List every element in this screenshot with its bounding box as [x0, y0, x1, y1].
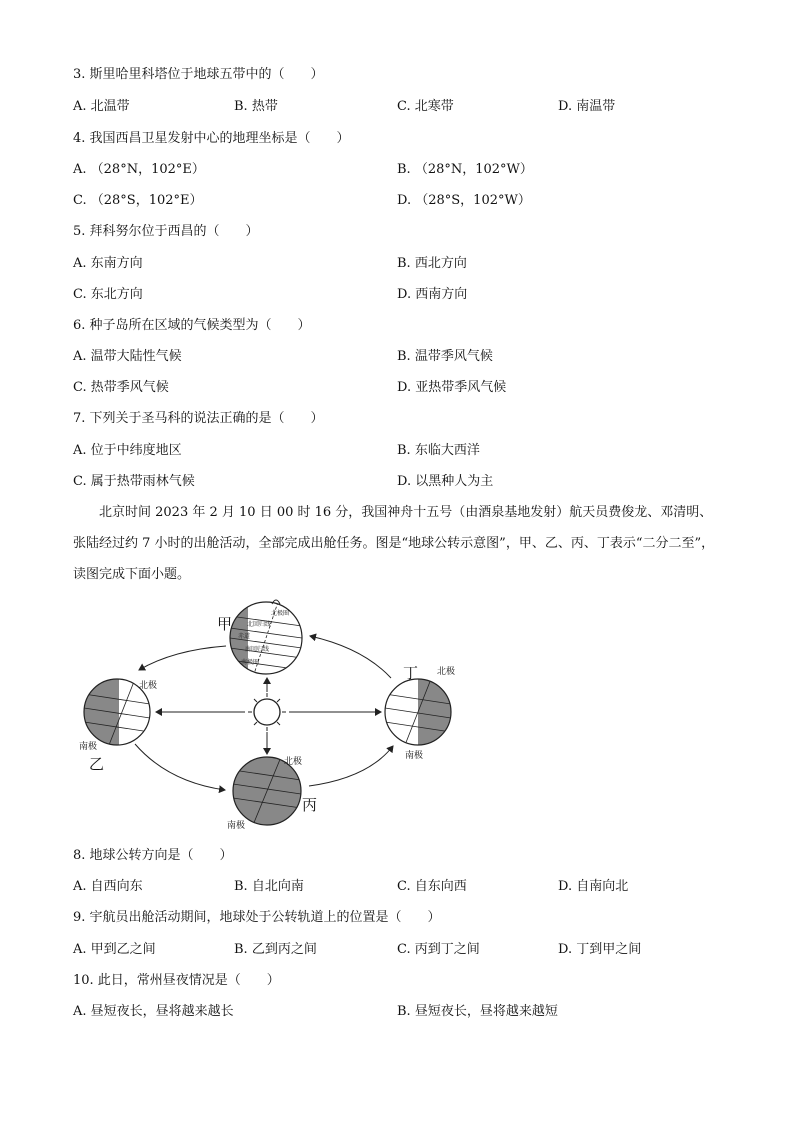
- q5-option-c: C. 东北方向: [73, 287, 143, 302]
- jia-line-5: 南极圈: [241, 659, 260, 666]
- jia-line-1: 北极圈: [271, 610, 290, 617]
- q6-option-a: A. 温带大陆性气候: [73, 349, 182, 364]
- q7-option-c: C. 属于热带雨林气候: [73, 474, 195, 489]
- q3-option-b: B. 热带: [234, 99, 278, 114]
- yi-south-pole: 南极: [79, 742, 98, 752]
- q6-option-b: B. 温带季风气候: [397, 349, 493, 364]
- orbit-arc-yi-bing: [135, 744, 225, 790]
- ding-north-pole: 北极: [437, 667, 456, 677]
- q8-option-b: B. 自北向南: [234, 879, 304, 894]
- ding-south-pole: 南极: [405, 751, 424, 761]
- q5-option-a: A. 东南方向: [73, 256, 143, 271]
- q3-option-a: A. 北温带: [73, 99, 130, 114]
- q5-option-d: D. 西南方向: [397, 287, 468, 302]
- orbit-arc-bing-ding: [309, 746, 393, 786]
- label-jia: 甲: [217, 615, 233, 633]
- q6-option-d: D. 亚热带季风气候: [397, 380, 507, 395]
- label-yi: 乙: [89, 755, 105, 773]
- q9-option-b: B. 乙到丙之间: [234, 942, 317, 957]
- q10-option-a: A. 昼短夜长，昼将越来越长: [73, 1004, 234, 1019]
- q8-option-a: A. 自西向东: [73, 879, 143, 894]
- q4-option-b: B. （28°N，102°W）: [397, 162, 533, 177]
- bing-north-pole: 北极: [284, 757, 303, 767]
- label-bing: 丙: [302, 796, 318, 814]
- q7-option-b: B. 东临大西洋: [397, 443, 480, 458]
- q7-option-a: A. 位于中纬度地区: [73, 443, 182, 458]
- q8-option-c: C. 自东向西: [397, 879, 467, 894]
- bing-south-pole: 南极: [227, 821, 246, 830]
- q6-stem: 6. 种子岛所在区域的气候类型为（ ）: [73, 318, 311, 333]
- q4-option-a: A. （28°N，102°E）: [73, 162, 205, 177]
- jia-line-2: 北回归线: [247, 621, 272, 628]
- q9-stem: 9. 宇航员出舱活动期间，地球处于公转轨道上的位置是（ ）: [73, 910, 441, 925]
- passage-text: 北京时间 2023 年 2 月 10 日 00 时 16 分，我国神舟十五号（由酒泉基地发射）航天员费俊龙、邓清明、张陆经过约 7 小时的出舱活动，全部完成出舱任务。图是“地球公转示意图”，甲、乙、丙、丁表示“二分二至”，读图完成下面小题。: [73, 505, 715, 582]
- yi-north-pole: 北极: [139, 681, 158, 691]
- q3-stem: 3. 斯里哈里科塔位于地球五带中的（ ）: [73, 67, 324, 82]
- q5-option-b: B. 西北方向: [397, 256, 467, 271]
- passage: [73, 497, 723, 590]
- jia-line-3: 赤道: [238, 633, 251, 640]
- q7-stem: 7. 下列关于圣马科的说法正确的是（ ）: [73, 411, 324, 426]
- orbit-arc-ding-jia: [310, 636, 391, 678]
- q5-stem: 5. 拜科努尔位于西昌的（ ）: [73, 224, 259, 239]
- q8-option-d: D. 自南向北: [558, 879, 629, 894]
- q9-option-c: C. 丙到丁之间: [397, 942, 480, 957]
- q10-stem: 10. 此日，常州昼夜情况是（ ）: [73, 973, 280, 988]
- q10-option-b: B. 昼短夜长，昼将越来越短: [397, 1004, 558, 1019]
- q9-option-a: A. 甲到乙之间: [73, 942, 156, 957]
- sun-icon: [248, 693, 286, 731]
- q8-stem: 8. 地球公转方向是（ ）: [73, 848, 233, 863]
- q9-option-d: D. 丁到甲之间: [558, 942, 642, 957]
- q4-option-d: D. （28°S，102°W）: [397, 193, 531, 208]
- q4-option-c: C. （28°S，102°E）: [73, 193, 203, 208]
- earth-revolution-diagram: [73, 598, 473, 830]
- label-ding: 丁: [403, 664, 419, 682]
- q3-option-d: D. 南温带: [558, 99, 616, 114]
- q7-option-d: D. 以黑种人为主: [397, 474, 494, 489]
- q6-option-c: C. 热带季风气候: [73, 380, 169, 395]
- orbit-arc-jia-yi: [139, 646, 226, 670]
- q3-option-c: C. 北寒带: [397, 99, 454, 114]
- q4-stem: 4. 我国西昌卫星发射中心的地理坐标是（ ）: [73, 131, 350, 146]
- jia-line-4: 南回归线: [245, 646, 270, 653]
